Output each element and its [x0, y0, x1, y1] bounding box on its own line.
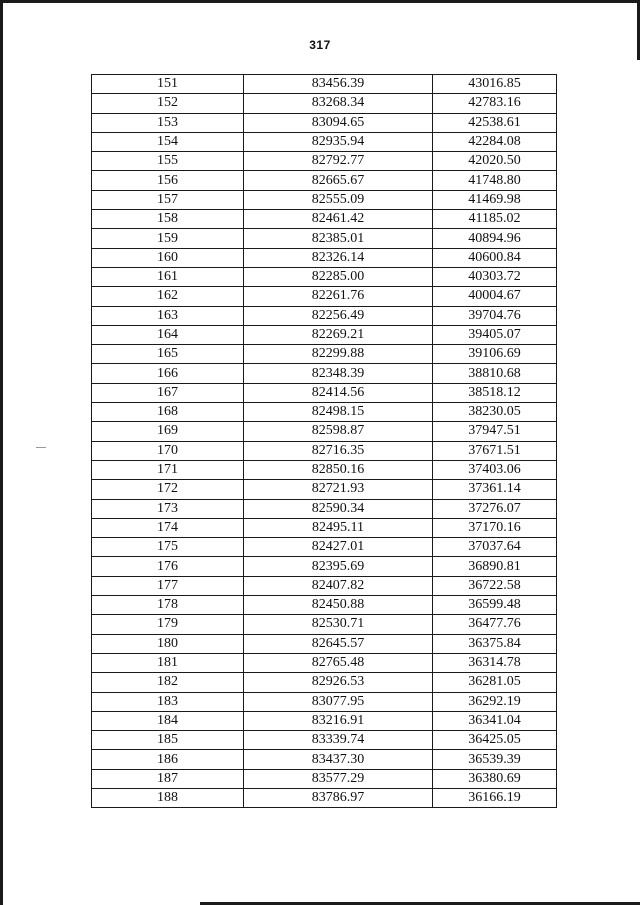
table-row: [92, 287, 557, 306]
x-coordinate-cell: 82285.00: [244, 267, 433, 286]
point-number-cell: 176: [92, 557, 244, 576]
table-row: [92, 422, 557, 441]
table-row: [92, 557, 557, 576]
y-coordinate-cell: 42538.61: [433, 113, 557, 132]
table-row: [92, 132, 557, 151]
x-coordinate-cell: 82395.69: [244, 557, 433, 576]
point-number-cell: 164: [92, 325, 244, 344]
point-number-cell: 163: [92, 306, 244, 325]
x-coordinate-cell: 83077.95: [244, 692, 433, 711]
point-number-cell: 166: [92, 364, 244, 383]
scan-artifact-mark: [36, 447, 46, 448]
table-row: [92, 615, 557, 634]
y-coordinate-cell: 41748.80: [433, 171, 557, 190]
point-number-cell: 158: [92, 210, 244, 229]
y-coordinate-cell: 39106.69: [433, 345, 557, 364]
x-coordinate-cell: 82299.88: [244, 345, 433, 364]
point-number-cell: 187: [92, 769, 244, 788]
table-row: [92, 692, 557, 711]
point-number-cell: 160: [92, 248, 244, 267]
x-coordinate-cell: 82498.15: [244, 403, 433, 422]
point-number-cell: 180: [92, 634, 244, 653]
x-coordinate-cell: 83268.34: [244, 94, 433, 113]
x-coordinate-cell: 82792.77: [244, 152, 433, 171]
y-coordinate-cell: 38230.05: [433, 403, 557, 422]
point-number-cell: 173: [92, 499, 244, 518]
table-row: [92, 653, 557, 672]
table-row: [92, 731, 557, 750]
x-coordinate-cell: 82256.49: [244, 306, 433, 325]
y-coordinate-cell: 36722.58: [433, 576, 557, 595]
x-coordinate-cell: 83456.39: [244, 75, 433, 94]
y-coordinate-cell: 36292.19: [433, 692, 557, 711]
x-coordinate-cell: 82450.88: [244, 596, 433, 615]
table-row: [92, 460, 557, 479]
point-number-cell: 172: [92, 480, 244, 499]
y-coordinate-cell: 40303.72: [433, 267, 557, 286]
point-number-cell: 175: [92, 538, 244, 557]
x-coordinate-cell: 82461.42: [244, 210, 433, 229]
y-coordinate-cell: 37403.06: [433, 460, 557, 479]
x-coordinate-cell: 82850.16: [244, 460, 433, 479]
table-row: [92, 499, 557, 518]
point-number-cell: 183: [92, 692, 244, 711]
table-row: [92, 518, 557, 537]
table-row: [92, 634, 557, 653]
point-number-cell: 157: [92, 190, 244, 209]
point-number-cell: 174: [92, 518, 244, 537]
x-coordinate-cell: 82348.39: [244, 364, 433, 383]
table-row: [92, 480, 557, 499]
page-number: 317: [309, 38, 331, 52]
table-row: [92, 673, 557, 692]
point-number-cell: 161: [92, 267, 244, 286]
point-number-cell: 156: [92, 171, 244, 190]
y-coordinate-cell: 42783.16: [433, 94, 557, 113]
x-coordinate-cell: 83577.29: [244, 769, 433, 788]
point-number-cell: 155: [92, 152, 244, 171]
x-coordinate-cell: 83216.91: [244, 711, 433, 730]
point-number-cell: 178: [92, 596, 244, 615]
table-row: [92, 538, 557, 557]
y-coordinate-cell: 36599.48: [433, 596, 557, 615]
y-coordinate-cell: 36166.19: [433, 788, 557, 807]
y-coordinate-cell: 42020.50: [433, 152, 557, 171]
x-coordinate-cell: 82645.57: [244, 634, 433, 653]
point-number-cell: 165: [92, 345, 244, 364]
table-row: [92, 210, 557, 229]
x-coordinate-cell: 82721.93: [244, 480, 433, 499]
point-number-cell: 151: [92, 75, 244, 94]
table-row: [92, 94, 557, 113]
point-number-cell: 169: [92, 422, 244, 441]
y-coordinate-cell: 37037.64: [433, 538, 557, 557]
table-row: [92, 750, 557, 769]
table-row: [92, 345, 557, 364]
point-number-cell: 168: [92, 403, 244, 422]
x-coordinate-cell: 82269.21: [244, 325, 433, 344]
y-coordinate-cell: 37671.51: [433, 441, 557, 460]
x-coordinate-cell: 82555.09: [244, 190, 433, 209]
x-coordinate-cell: 83437.30: [244, 750, 433, 769]
x-coordinate-cell: 82765.48: [244, 653, 433, 672]
y-coordinate-cell: 38810.68: [433, 364, 557, 383]
table-row: [92, 383, 557, 402]
point-number-cell: 185: [92, 731, 244, 750]
y-coordinate-cell: 40600.84: [433, 248, 557, 267]
point-number-cell: 162: [92, 287, 244, 306]
point-number-cell: 177: [92, 576, 244, 595]
y-coordinate-cell: 36341.04: [433, 711, 557, 730]
table-row: [92, 248, 557, 267]
y-coordinate-cell: 36425.05: [433, 731, 557, 750]
y-coordinate-cell: 40004.67: [433, 287, 557, 306]
x-coordinate-cell: 82414.56: [244, 383, 433, 402]
table-row: [92, 769, 557, 788]
table-row: [92, 190, 557, 209]
y-coordinate-cell: 43016.85: [433, 75, 557, 94]
y-coordinate-cell: 36380.69: [433, 769, 557, 788]
x-coordinate-cell: 82326.14: [244, 248, 433, 267]
table-body: [92, 75, 557, 808]
coordinates-table: [91, 74, 557, 808]
table-row: [92, 267, 557, 286]
y-coordinate-cell: 40894.96: [433, 229, 557, 248]
table-row: [92, 788, 557, 807]
table-row: [92, 711, 557, 730]
x-coordinate-cell: 82427.01: [244, 538, 433, 557]
y-coordinate-cell: 42284.08: [433, 132, 557, 151]
point-number-cell: 179: [92, 615, 244, 634]
y-coordinate-cell: 39405.07: [433, 325, 557, 344]
x-coordinate-cell: 82665.67: [244, 171, 433, 190]
y-coordinate-cell: 39704.76: [433, 306, 557, 325]
x-coordinate-cell: 83094.65: [244, 113, 433, 132]
x-coordinate-cell: 82495.11: [244, 518, 433, 537]
x-coordinate-cell: 82530.71: [244, 615, 433, 634]
y-coordinate-cell: 36890.81: [433, 557, 557, 576]
point-number-cell: 154: [92, 132, 244, 151]
table-row: [92, 171, 557, 190]
x-coordinate-cell: 82261.76: [244, 287, 433, 306]
table-row: [92, 152, 557, 171]
y-coordinate-cell: 36314.78: [433, 653, 557, 672]
table-row: [92, 75, 557, 94]
table-row: [92, 596, 557, 615]
y-coordinate-cell: 37947.51: [433, 422, 557, 441]
x-coordinate-cell: 82407.82: [244, 576, 433, 595]
point-number-cell: 171: [92, 460, 244, 479]
table-row: [92, 364, 557, 383]
table-row: [92, 325, 557, 344]
x-coordinate-cell: 82598.87: [244, 422, 433, 441]
table-row: [92, 441, 557, 460]
x-coordinate-cell: 82926.53: [244, 673, 433, 692]
point-number-cell: 159: [92, 229, 244, 248]
y-coordinate-cell: 38518.12: [433, 383, 557, 402]
point-number-cell: 186: [92, 750, 244, 769]
y-coordinate-cell: 37361.14: [433, 480, 557, 499]
table-row: [92, 229, 557, 248]
x-coordinate-cell: 83786.97: [244, 788, 433, 807]
point-number-cell: 181: [92, 653, 244, 672]
table-row: [92, 403, 557, 422]
point-number-cell: 170: [92, 441, 244, 460]
x-coordinate-cell: 82935.94: [244, 132, 433, 151]
scan-border-top: [0, 0, 640, 3]
scan-border-left: [0, 0, 3, 905]
y-coordinate-cell: 37276.07: [433, 499, 557, 518]
point-number-cell: 188: [92, 788, 244, 807]
point-number-cell: 182: [92, 673, 244, 692]
point-number-cell: 153: [92, 113, 244, 132]
y-coordinate-cell: 36281.05: [433, 673, 557, 692]
y-coordinate-cell: 37170.16: [433, 518, 557, 537]
y-coordinate-cell: 36539.39: [433, 750, 557, 769]
y-coordinate-cell: 36375.84: [433, 634, 557, 653]
x-coordinate-cell: 82385.01: [244, 229, 433, 248]
point-number-cell: 184: [92, 711, 244, 730]
table-row: [92, 113, 557, 132]
y-coordinate-cell: 36477.76: [433, 615, 557, 634]
point-number-cell: 167: [92, 383, 244, 402]
table-row: [92, 576, 557, 595]
x-coordinate-cell: 83339.74: [244, 731, 433, 750]
x-coordinate-cell: 82590.34: [244, 499, 433, 518]
x-coordinate-cell: 82716.35: [244, 441, 433, 460]
point-number-cell: 152: [92, 94, 244, 113]
y-coordinate-cell: 41469.98: [433, 190, 557, 209]
y-coordinate-cell: 41185.02: [433, 210, 557, 229]
table-row: [92, 306, 557, 325]
